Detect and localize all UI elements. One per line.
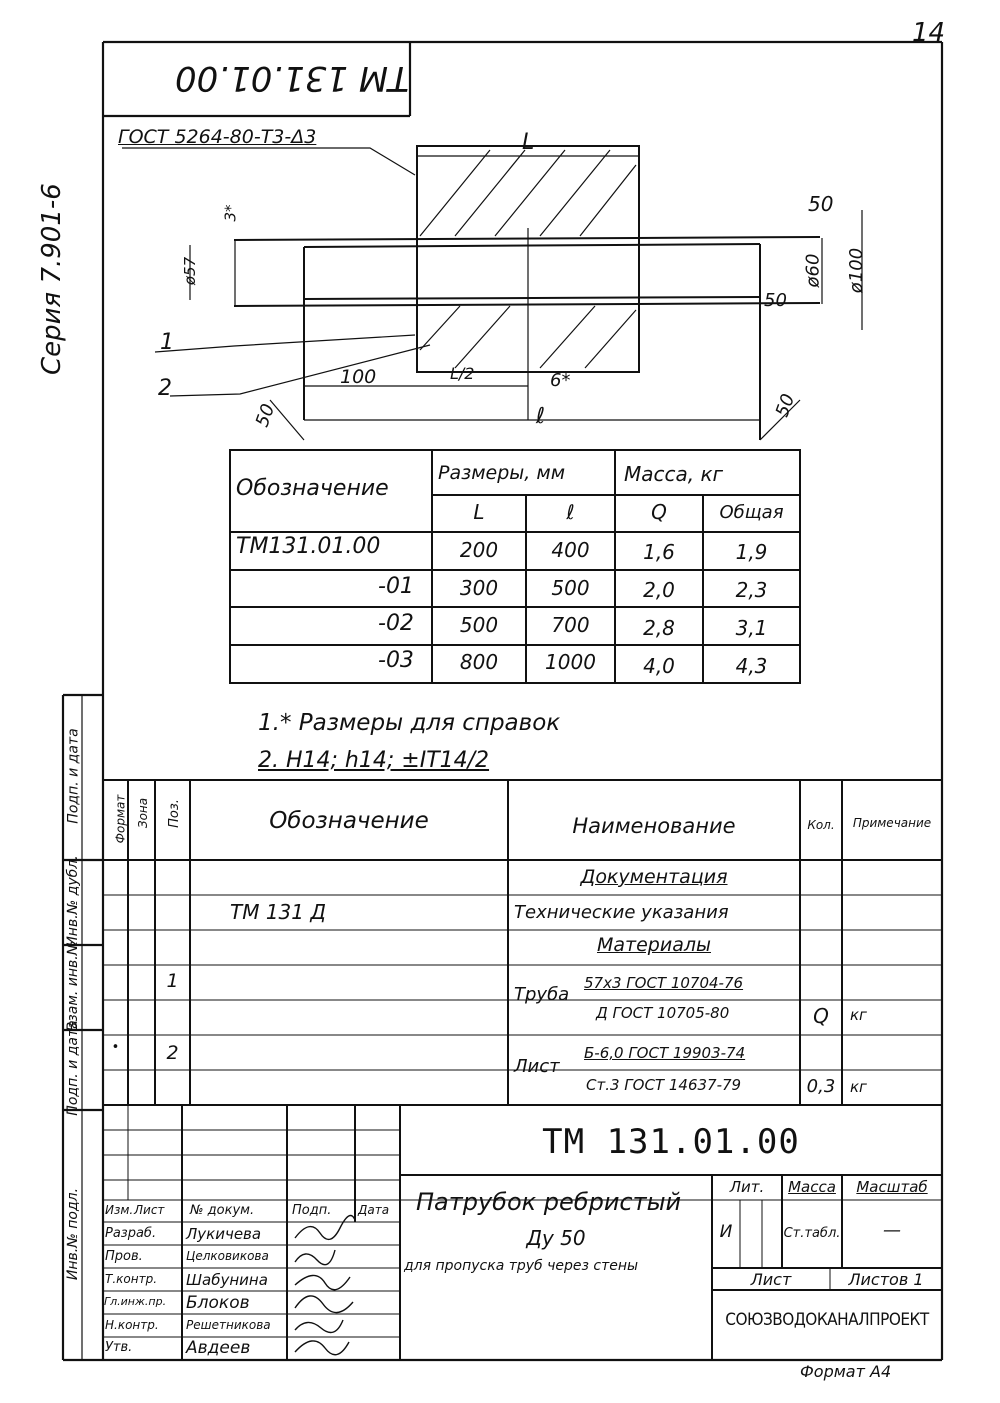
dim-table-header-mass: Масса, кг (624, 462, 724, 486)
left-strip-label: Взам. инв.№ (65, 940, 81, 1032)
row-Q: 2,0 (643, 578, 675, 602)
spec-header-pos: Поз. (166, 799, 182, 828)
spec-item1-unit: кг (850, 1006, 867, 1024)
spec-item2-unit: кг (850, 1078, 867, 1096)
pos-2-label: 2 (158, 376, 172, 401)
dim-50-left: 50 (251, 401, 280, 430)
spec-item1-qty: Q (813, 1004, 829, 1028)
dim-d100: ø100 (846, 247, 868, 294)
spec-item1-name: Труба (514, 984, 570, 1005)
row-L: 500 (459, 613, 499, 637)
spec-item2-name: Лист (514, 1056, 560, 1077)
spec-header-note: Примечание (852, 816, 932, 830)
row-l: 500 (551, 576, 590, 600)
tb-person: Целковикова (186, 1249, 269, 1263)
dim-50-mid: 50 (764, 290, 787, 311)
spec-item2-qty: 0,3 (806, 1076, 836, 1097)
tb-person: Решетникова (186, 1318, 271, 1332)
note-1: 1.* Размеры для справок (258, 710, 561, 736)
tb-role: Утв. (105, 1340, 133, 1355)
title-block-name-line1: Патрубок ребристый (416, 1188, 682, 1216)
spec-item1-pos: 1 (166, 970, 179, 992)
tb-role: Н.контр. (105, 1318, 159, 1332)
tb-header-sign: Подп. (292, 1203, 332, 1218)
row-designation: ТМ131.01.00 (236, 534, 381, 559)
spec-item2-format: • (111, 1040, 120, 1055)
dim-l: ℓ (536, 404, 546, 429)
dim-table-header-L: L (473, 500, 485, 524)
spec-header-zone: Зона (136, 797, 151, 829)
spec-header-format: Формат (113, 794, 128, 844)
spec-item1-line1: 57х3 ГОСТ 10704-76 (584, 974, 744, 992)
row-Q: 2,8 (643, 616, 675, 640)
left-strip-label: Инв.№ дубл. (65, 855, 81, 947)
row-l: 400 (551, 538, 590, 562)
tb-role: Т.контр. (105, 1272, 158, 1286)
row-L: 300 (459, 576, 499, 600)
dim-table-header-total: Общая (719, 502, 784, 523)
left-strip-label: Инв.№ подл. (65, 1187, 81, 1281)
spec-doc-name: Технические указания (514, 902, 729, 923)
tb-role: Пров. (105, 1249, 143, 1264)
pos-1-label: 1 (160, 330, 174, 355)
left-strip-label: Подп. и дата (65, 1020, 81, 1116)
tb-person: Лукичева (186, 1225, 262, 1243)
left-strip-label: Подп. и дата (65, 728, 82, 824)
tb-scale-value: — (883, 1220, 901, 1241)
row-designation: -01 (378, 574, 414, 599)
format-label: Формат А4 (800, 1362, 892, 1381)
row-total: 1,9 (735, 540, 768, 564)
tb-header-scale: Масштаб (856, 1178, 928, 1196)
tb-lit-value: И (719, 1222, 733, 1242)
title-block-name-line2: Ду 50 (526, 1226, 586, 1250)
row-l: 1000 (545, 650, 596, 674)
tb-sheets: Листов 1 (848, 1270, 924, 1289)
row-Q: 1,6 (643, 540, 675, 564)
dim-50-right: 50 (771, 391, 800, 420)
dim-L-half: L/2 (450, 364, 475, 383)
spec-header-qty: Кол. (807, 818, 835, 832)
dim-table-header-designation: Обозначение (236, 476, 389, 501)
spec-item1-line2: Д ГОСТ 10705-80 (596, 1004, 730, 1022)
dim-d57: ø57 (181, 256, 200, 286)
mirrored-drawing-code: ТМ 131.01.00 (175, 58, 409, 98)
tb-header-date: Дата (358, 1203, 390, 1217)
dim-50-top: 50 (808, 192, 834, 216)
tb-person: Шабунина (186, 1271, 268, 1289)
note-2: 2. Н14; h14; ±IT14/2 (258, 748, 490, 773)
dim-100-length: 100 (340, 366, 377, 388)
row-Q: 4,0 (643, 654, 675, 678)
row-l: 700 (551, 613, 590, 637)
dim-L: L (522, 130, 535, 155)
tb-sheet: Лист (750, 1270, 792, 1289)
dim-table-header-Q: Q (651, 500, 667, 524)
tb-organization: СОЮЗВОДОКАНАЛПРОЕКТ (725, 1310, 929, 1330)
tb-header-lit: Лит. (729, 1178, 765, 1196)
spec-doc-code: ТМ 131 Д (230, 900, 326, 924)
spec-item2-line1: Б-6,0 ГОСТ 19903-74 (584, 1044, 746, 1062)
spec-section-materials: Материалы (597, 934, 711, 956)
weld-gost-label: ГОСТ 5264-80-Т3-Δ3 (118, 126, 317, 148)
spec-item2-line2: Ст.3 ГОСТ 14637-79 (586, 1076, 742, 1094)
dim-table-header-sizes: Размеры, мм (438, 462, 566, 484)
row-designation: -02 (378, 611, 414, 636)
row-total: 2,3 (735, 578, 768, 602)
tb-person: Блоков (186, 1293, 250, 1313)
page-number: 14 (912, 18, 946, 48)
dim-3star: 3* (221, 204, 240, 222)
tb-header-izm: Изм. (105, 1203, 134, 1217)
dim-6star: 6* (550, 370, 571, 391)
tb-person: Авдеев (186, 1338, 251, 1358)
row-L: 800 (459, 650, 499, 674)
title-block-code: ТМ 131.01.00 (542, 1122, 800, 1162)
spec-item2-pos: 2 (166, 1042, 179, 1064)
title-block-name-line3: для пропуска труб через стены (404, 1258, 639, 1274)
row-designation: -03 (378, 648, 414, 673)
tb-header-mass: Масса (788, 1178, 836, 1196)
tb-header-doc: № докум. (190, 1203, 255, 1218)
row-total: 4,3 (735, 654, 768, 678)
spec-header-designation: Обозначение (269, 808, 429, 834)
series-label: Серия 7.901-6 (37, 183, 67, 375)
tb-header-list: Лист (134, 1203, 165, 1217)
tb-role: Гл.инж.пр. (104, 1295, 167, 1308)
row-total: 3,1 (735, 616, 768, 640)
spec-header-name: Наименование (572, 814, 736, 838)
dim-d60: ø60 (802, 253, 824, 288)
dim-table-header-l: ℓ (566, 500, 575, 524)
tb-role: Разраб. (105, 1226, 157, 1241)
row-L: 200 (459, 538, 499, 562)
tb-mass-value: Ст.табл. (783, 1226, 841, 1241)
spec-section-documents: Документация (580, 866, 728, 888)
